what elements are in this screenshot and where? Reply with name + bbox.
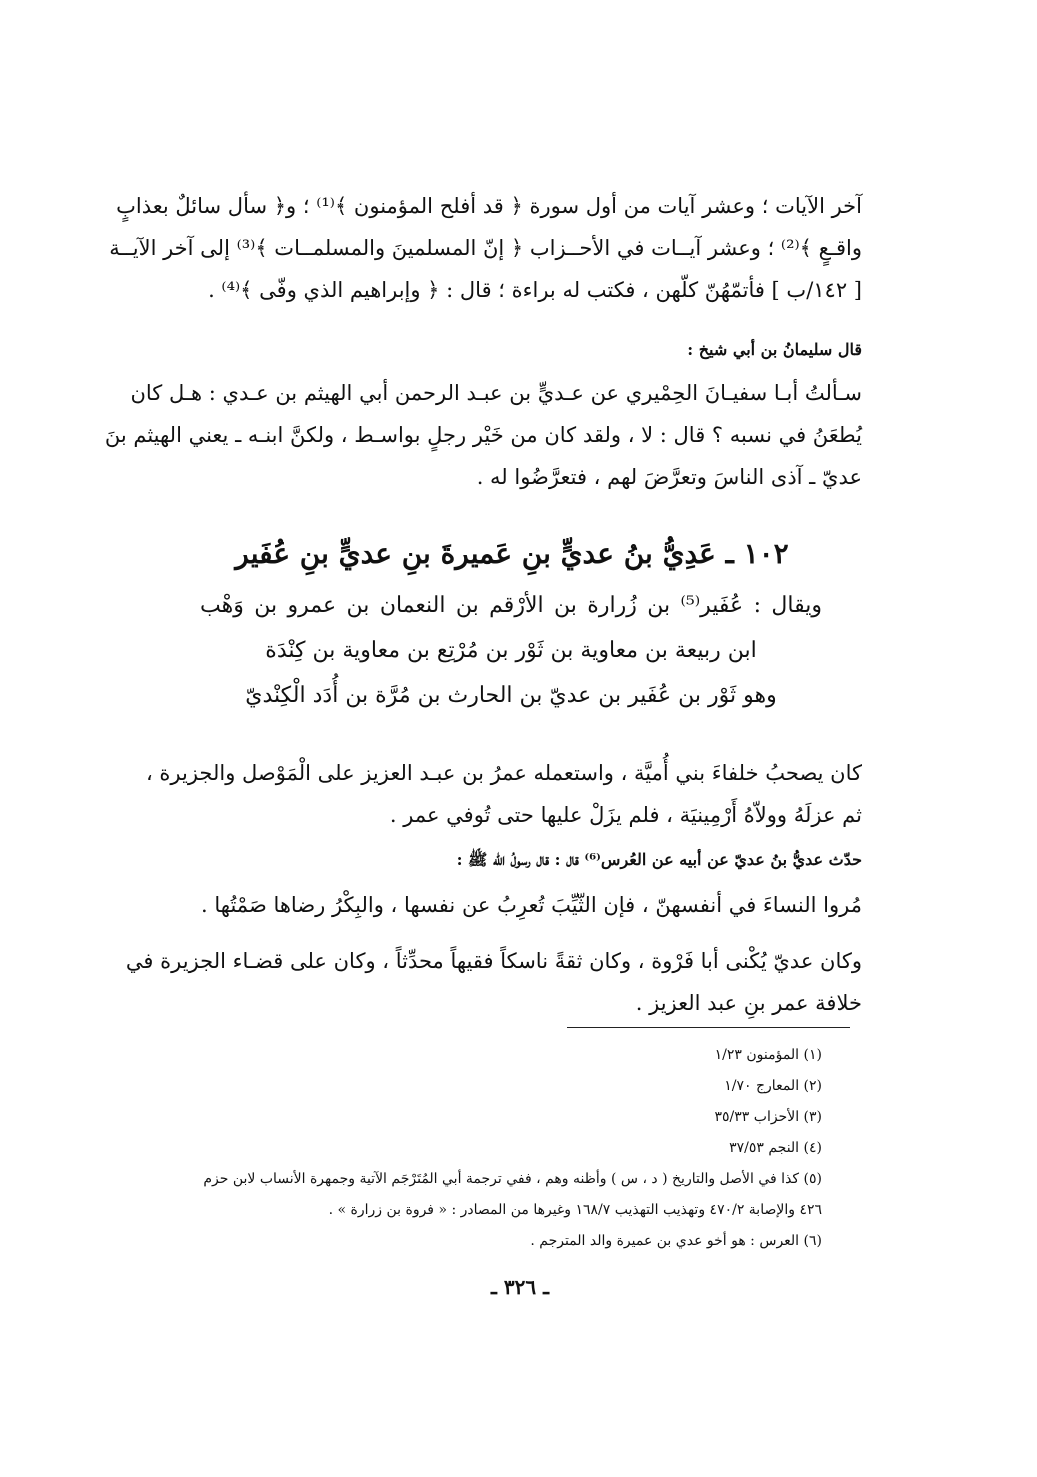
lineage-line: ويقال : عُفَير⁽⁵⁾ بن زُرارة بن الأرْقم بن النعمان بن عمرو بن وَهْب — [200, 593, 822, 618]
footnote: (٣) الأحزاب ٣٥/٣٣ — [714, 1109, 822, 1125]
speaker-heading: قال سليمانُ بن أبي شيخ : — [687, 340, 862, 359]
text-line: عديّ ـ آذى الناسَ وتعرَّضَ لهم ، فتعرَّضُوا له . — [476, 465, 862, 489]
footnotes — [162, 1040, 822, 1257]
text-line: خلافة عمر بنِ عبد العزيز . — [635, 991, 862, 1015]
footnote: (٥) كذا في الأصل والتاريخ ( د ، س ) وأظنه وهم ، ففي ترجمة أبي المُتَرْجَم الآتية وجمهرة الأنساب لابن حزم — [203, 1171, 822, 1187]
text-line: آخر الآيات ؛ وعشر آيات من أول سورة ﴿ قد أفلح المؤمنون ﴾⁽¹⁾ ؛ و﴿ سأل سائلٌ بعذابٍ — [116, 194, 862, 218]
text-line: وكان عديّ يُكْنى أبا فَرْوة ، وكان ثقةً ناسكاً فقيهاً محدِّثاً ، وكان على قضـاء الجزيرة في — [125, 949, 862, 973]
footnote: (٤) النجم ٣٧/٥٣ — [729, 1140, 822, 1156]
career-paragraph — [145, 752, 862, 836]
narration-paragraph — [104, 372, 862, 498]
text-line: واقـعٍ ﴾⁽²⁾ ؛ وعشر آيــات في الأحــزاب ﴿ إنّ المسلمينَ والمسلمــات ﴾⁽³⁾ إلى آخر الآيــة — [109, 236, 862, 260]
intro-paragraph — [109, 185, 862, 311]
lineage-block — [200, 583, 822, 718]
hadith-chain: حدّث عديُّ بنُ عديّ عن أبيه عن العُرس⁽⁶⁾ قال : قال رسولُ الله ﷺ : — [456, 850, 862, 869]
page-number: ـ ٣٢٦ ـ — [491, 1275, 549, 1299]
text-line: كان يصحبُ خلفاءَ بني أُميَّة ، واستعمله عمرُ بن عبـد العزيز على الْمَوْصل والجزيرة ، — [145, 761, 862, 785]
footnote: (٢) المعارج ١/٧٠ — [724, 1078, 822, 1094]
text-line: يُطعَنُ في نسبه ؟ قال : لا ، ولقد كان من خَيْر رجلٍ بواسـط ، ولكنَّ ابنـه ـ يعني الهيثم بنَ — [104, 423, 862, 447]
closing-paragraph — [125, 940, 862, 1024]
footnote: (٦) العرس : هو أخو عدي بن عميرة والد المترجم . — [530, 1233, 822, 1249]
text-line: مُروا النساءَ في أنفسهنّ ، فإن الثّيِّبَ تُعرِبُ عن نفسها ، والبِكْرُ رضاها صَمْتُها . — [201, 893, 862, 917]
text-line: سـألتُ أبـا سفيـانَ الحِمْيري عن عـديٍّ بن عبـد الرحمن أبي الهيثم بن عـدي : هـل كان — [130, 381, 862, 405]
footnote-divider — [567, 1027, 850, 1028]
text-line: ثم عزلَهُ وولاّهُ أَرْمِينيَة ، فلم يزَلْ عليها حتى تُوفي عمر . — [389, 803, 862, 827]
lineage-line: وهو ثَوْر بن عُفَير بن عديّ بن الحارث بن مُرَّة بن أُدَد الْكِنْديّ — [245, 683, 777, 708]
footnote: ٤٢٦ والإصابة ٤٧٠/٢ وتهذيب التهذيب ١٦٨/٧ وغيرها من المصادر : « فروة بن زرارة » . — [328, 1202, 822, 1218]
hadith-text — [162, 884, 862, 926]
lineage-line: ابن ربيعة بن معاوية بن ثَوْر بن مُرْتِع بن معاوية بن كِنْدَة — [265, 638, 757, 663]
text-line: [ ١٤٢/ب ] فأتمّهُنّ كلّهن ، فكتب له براءة ؛ قال : ﴿ وإبراهيم الذي وفّى ﴾⁽⁴⁾ . — [208, 278, 862, 302]
biography-title: ١٠٢ ـ عَدِيُّ بنُ عديٍّ بنِ عَميرةَ بنِ عديٍّ بنِ عُفَير — [235, 537, 789, 570]
footnote: (١) المؤمنون ١/٢٣ — [714, 1047, 822, 1063]
